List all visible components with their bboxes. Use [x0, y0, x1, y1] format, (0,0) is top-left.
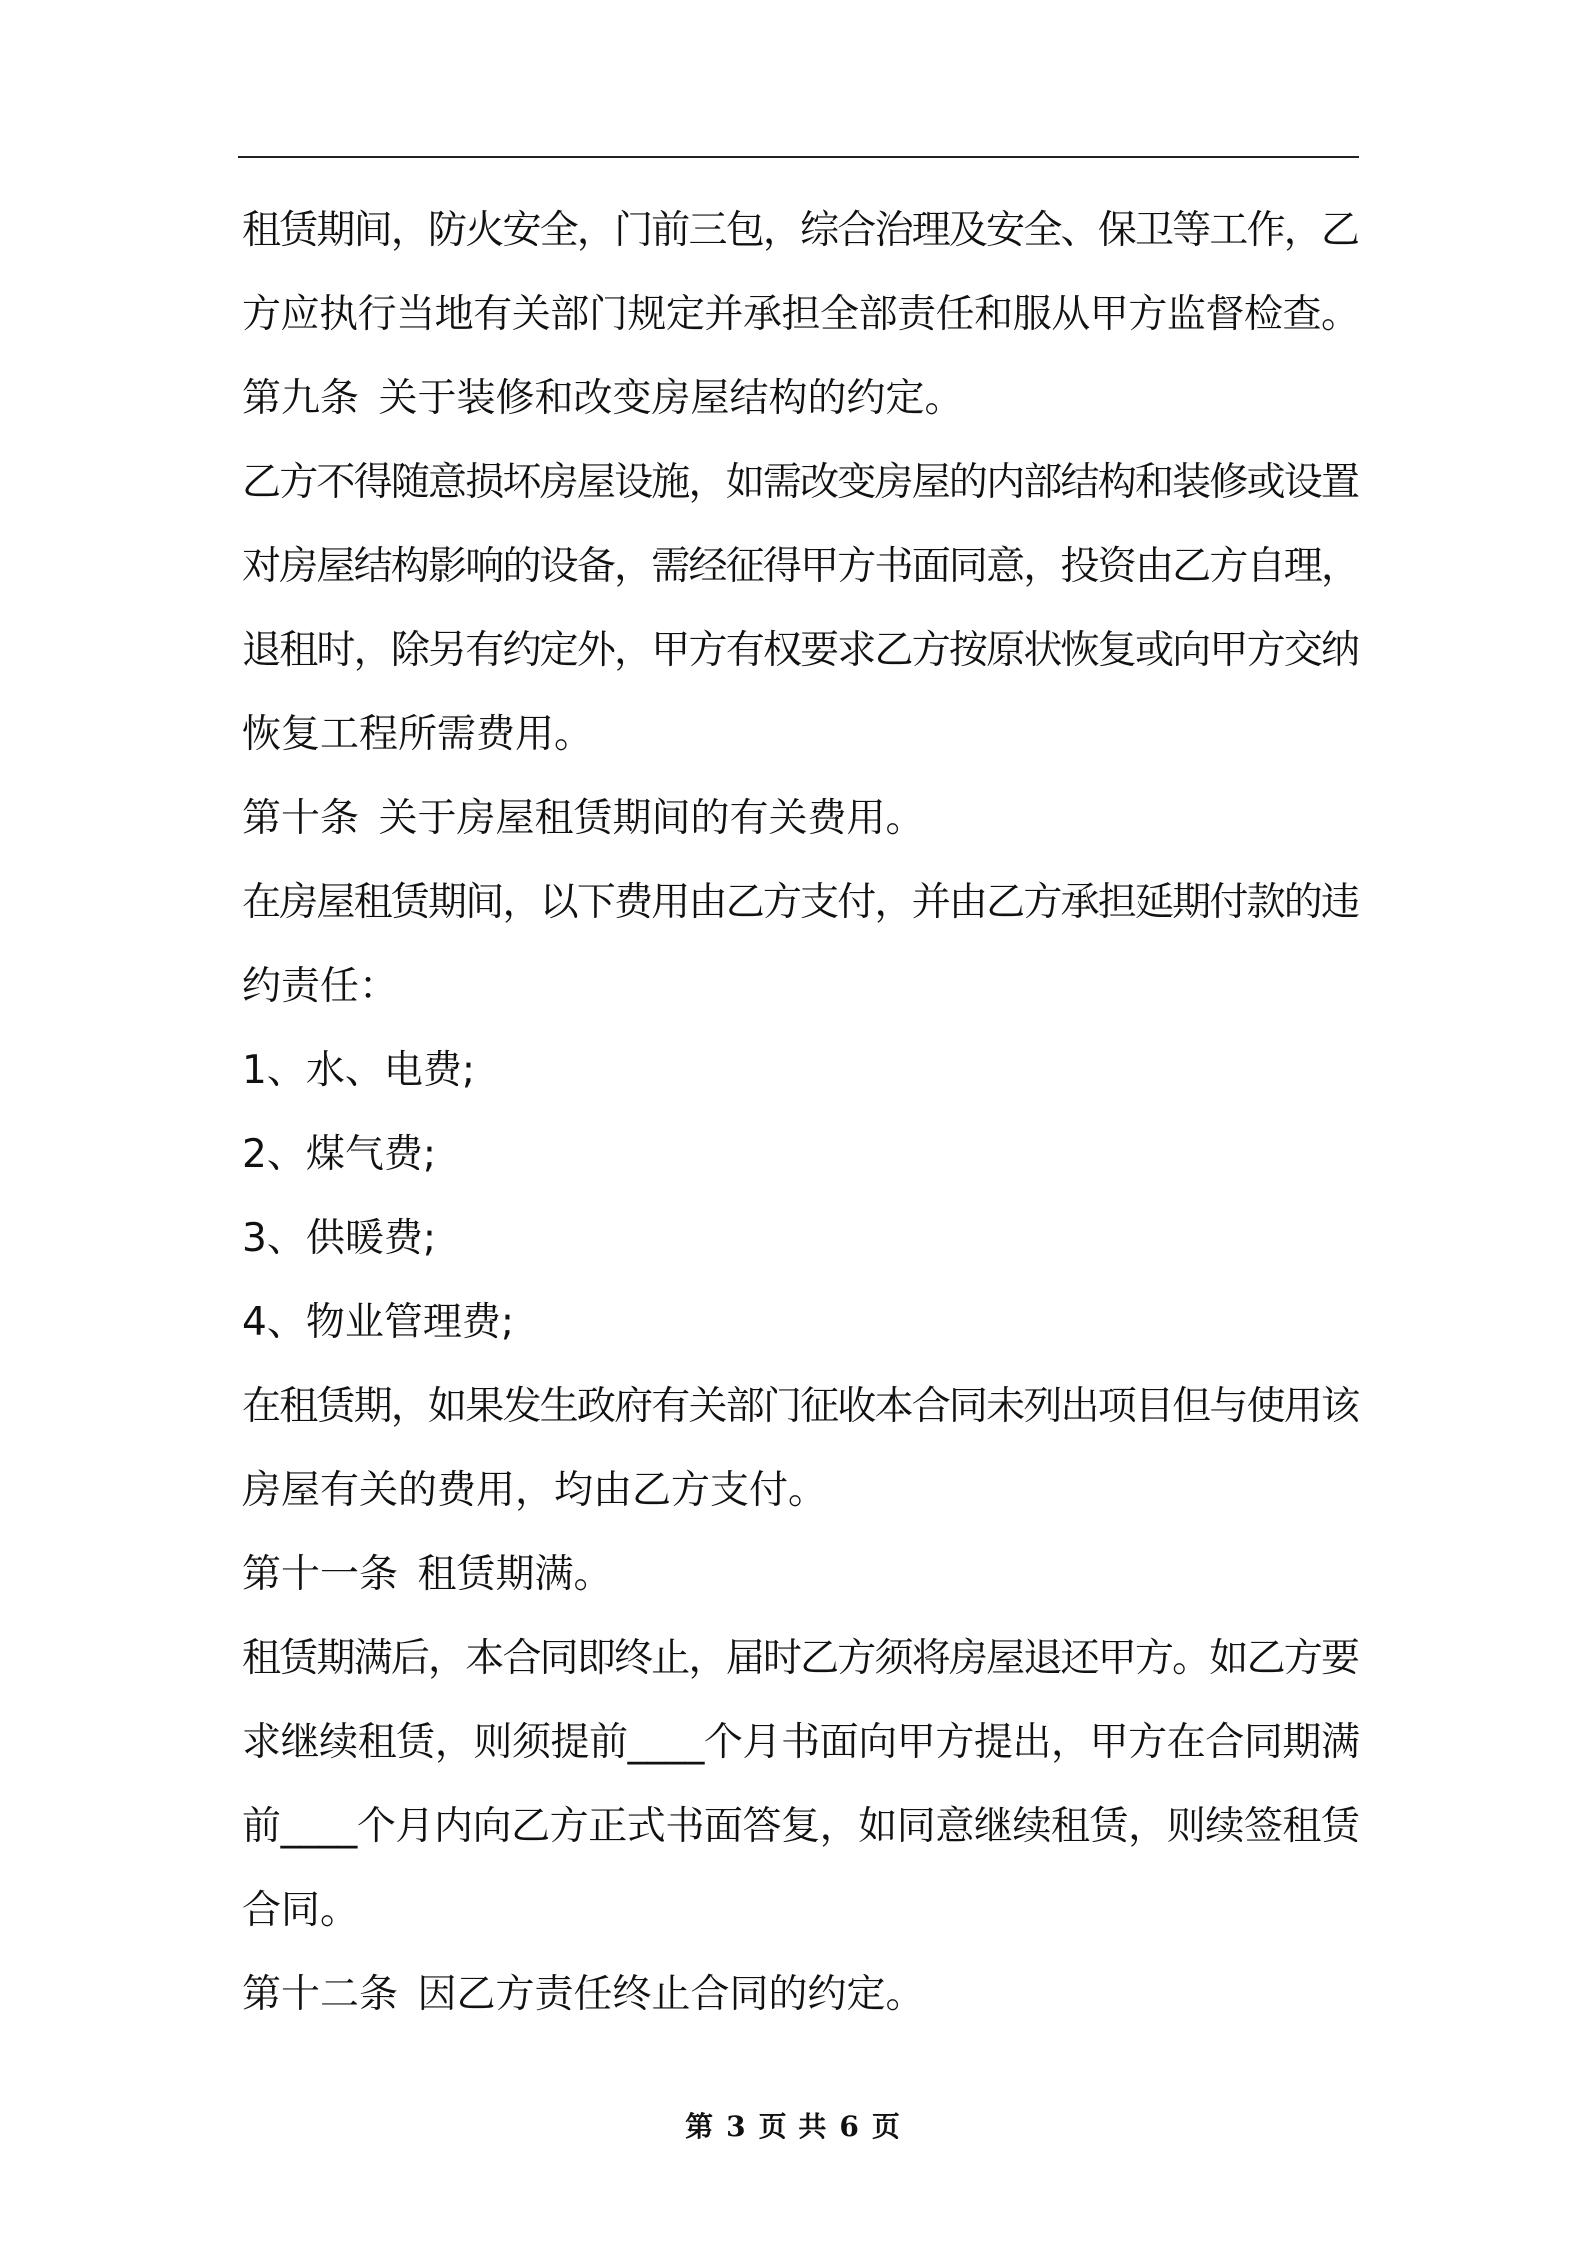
article-number: 第十一条 [242, 1552, 399, 1597]
list-item: 2、煤气费; [242, 1132, 436, 1177]
article-heading [242, 786, 1360, 870]
page-number: 3 [726, 2110, 747, 2143]
page-prefix: 第 [685, 2110, 715, 2143]
article-title: 因乙方责任终止合同的约定。 [417, 1972, 925, 2017]
paragraph-line: 乙方不得随意损坏房屋设施，如需改变房屋的内部结构和装修或设置 [242, 460, 1359, 505]
document-body [242, 198, 1360, 2046]
article-title: 租赁期满。 [417, 1552, 613, 1597]
paragraph-line: 方应执行当地有关部门规定并承担全部责任和服从甲方监督检查。 [242, 292, 1360, 337]
list-item: 3、供暖费; [242, 1216, 436, 1261]
paragraph-line: 求继续租赁，则须提前____个月书面向甲方提出，甲方在合同期满 [242, 1720, 1360, 1765]
article-title: 关于房屋租赁期间的有关费用。 [378, 796, 925, 841]
paragraph-line: 约责任： [242, 964, 399, 1009]
article-title: 关于装修和改变房屋结构的约定。 [378, 376, 964, 421]
header-rule [238, 156, 1359, 158]
paragraph-line: 合同。 [242, 1888, 360, 1933]
paragraph-line: 租赁期间，防火安全，门前三包，综合治理及安全、保卫等工作，乙 [242, 208, 1359, 253]
total-pages: 6 [839, 2110, 860, 2143]
paragraph-line: 对房屋结构影响的设备，需经征得甲方书面同意，投资由乙方自理， [242, 544, 1359, 589]
page-suffix: 页 [871, 2110, 901, 2143]
list-item: 4、物业管理费; [242, 1300, 514, 1345]
article-heading [242, 1542, 1360, 1626]
article-number: 第九条 [242, 376, 360, 421]
paragraph-line: 租赁期满后，本合同即终止，届时乙方须将房屋退还甲方。如乙方要 [242, 1636, 1359, 1681]
paragraph-line: 在租赁期，如果发生政府有关部门征收本合同未列出项目但与使用该 [242, 1384, 1359, 1429]
article-heading [242, 1962, 1360, 2046]
list-item: 1、水、电费; [242, 1048, 475, 1093]
page-mid: 页 共 [758, 2110, 828, 2143]
article-number: 第十条 [242, 796, 360, 841]
page-footer [0, 2105, 1586, 2145]
paragraph-line: 房屋有关的费用，均由乙方支付。 [242, 1468, 828, 1513]
paragraph-line: 前____个月内向乙方正式书面答复，如同意继续租赁，则续签租赁 [242, 1804, 1360, 1849]
paragraph-line: 在房屋租赁期间，以下费用由乙方支付，并由乙方承担延期付款的违 [242, 880, 1359, 925]
article-number: 第十二条 [242, 1972, 399, 2017]
paragraph-line: 恢复工程所需费用。 [242, 712, 594, 757]
paragraph-line: 退租时，除另有约定外，甲方有权要求乙方按原状恢复或向甲方交纳 [242, 628, 1359, 673]
article-heading [242, 366, 1360, 450]
